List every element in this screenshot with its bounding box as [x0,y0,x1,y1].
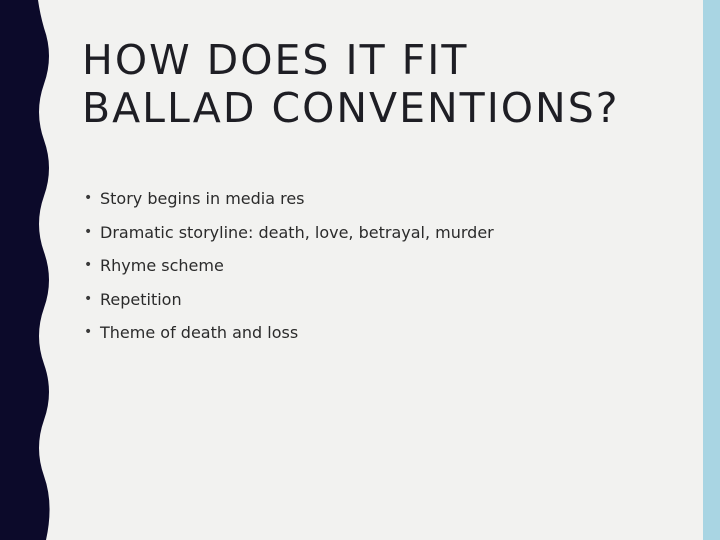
slide-title [82,36,682,132]
wavy-border-shape [0,0,50,540]
bullet-icon: • [84,223,93,240]
bullet-text: Theme of death and loss [100,323,299,342]
bullet-text: Repetition [100,289,182,309]
bullet-icon: • [84,190,93,206]
bullet-icon: • [84,290,93,307]
bullet-item [84,283,684,317]
bullet-text: Dramatic storyline: death, love, betrayal, murder [100,222,494,242]
bullet-item [84,249,684,283]
bullet-item [84,316,684,350]
bullet-list [84,182,684,350]
bullet-text: Story begins in media res [100,189,305,208]
title-line-2: BALLAD CONVENTIONS? [82,84,620,132]
bullet-icon: • [84,257,93,273]
title-line-1: HOW DOES IT FIT [82,36,469,84]
bullet-item [84,182,684,216]
bullet-text: Rhyme scheme [100,256,224,275]
right-accent-stripe [703,0,720,540]
bullet-icon: • [84,324,93,340]
bullet-item [84,216,684,250]
wavy-left-border [0,0,60,540]
